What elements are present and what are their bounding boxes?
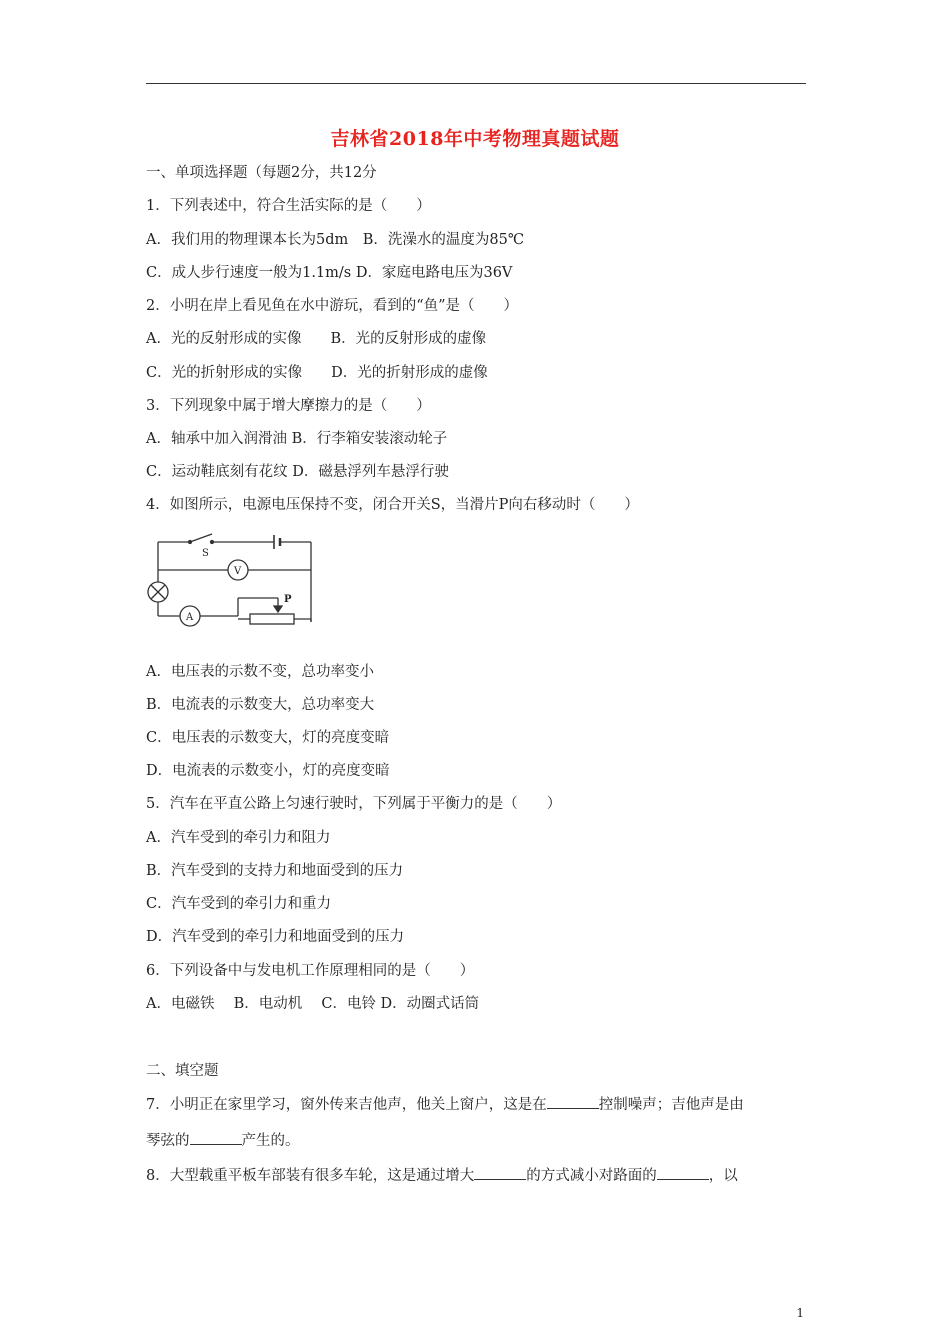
question-8-text-b: 的方式减小对路面的 [526, 1168, 657, 1184]
question-5-stem: 5．汽车在平直公路上匀速行驶时，下列属于平衡力的是（ ） [146, 796, 562, 812]
question-1-options-ab: A．我们用的物理课本长为5dm B．洗澡水的温度为85℃ [146, 232, 525, 248]
question-7-line-2 [146, 1130, 300, 1151]
question-7-line-1 [146, 1094, 744, 1115]
question-3-options-ab: A．轴承中加入润滑油 B．行李箱安装滚动轮子 [146, 431, 448, 447]
section-heading-2: 二、填空题 [146, 1063, 219, 1079]
question-8-text-a: 8．大型载重平板车部装有很多车轮，这是通过增大 [146, 1168, 475, 1184]
ammeter-label: A [186, 612, 194, 623]
voltmeter-label: V [234, 566, 242, 577]
question-6-stem: 6．下列设备中与发电机工作原理相同的是（ ） [146, 963, 475, 979]
page-title: 吉林省2018年中考物理真题试题 [330, 128, 620, 150]
question-3-options-cd: C．运动鞋底刻有花纹 D．磁悬浮列车悬浮行驶 [146, 464, 449, 480]
circuit-diagram [146, 530, 326, 634]
question-7-text-a: 7．小明正在家里学习，窗外传来吉他声，他关上窗户，这是在 [146, 1097, 547, 1113]
question-1-options-cd: C．成人步行速度一般为1.1m/s D．家庭电路电压为36V [146, 265, 513, 281]
question-5-option-c: C．汽车受到的牵引力和重力 [146, 896, 332, 912]
question-5-option-a: A．汽车受到的牵引力和阻力 [146, 830, 331, 846]
question-4-option-d: D．电流表的示数变小，灯的亮度变暗 [146, 763, 390, 779]
answer-blank[interactable] [474, 1165, 526, 1180]
page-number: 1 [796, 1306, 804, 1320]
question-6-options: A．电磁铁 B．电动机 C．电铃 D．动圈式话筒 [146, 996, 480, 1012]
question-3-stem: 3．下列现象中属于增大摩擦力的是（ ） [146, 398, 431, 414]
question-2-options-ab: A．光的反射形成的实像 B．光的反射形成的虚像 [146, 331, 487, 347]
question-4-option-b: B．电流表的示数变大，总功率变大 [146, 697, 375, 713]
answer-blank[interactable] [190, 1130, 242, 1145]
switch-label: S [202, 548, 209, 559]
question-7-text-d: 产生的。 [241, 1133, 300, 1149]
question-2-options-cd: C．光的折射形成的实像 D．光的折射形成的虚像 [146, 365, 488, 381]
question-5-option-b: B．汽车受到的支持力和地面受到的压力 [146, 863, 404, 879]
question-4-option-c: C．电压表的示数变大，灯的亮度变暗 [146, 730, 390, 746]
question-7-text-c: 琴弦的 [146, 1133, 190, 1149]
answer-blank[interactable] [657, 1165, 709, 1180]
question-8-text-c: ，以 [708, 1168, 738, 1184]
question-4-stem: 4．如图所示，电源电压保持不变，闭合开关S，当滑片P向右移动时（ ） [146, 497, 639, 513]
answer-blank[interactable] [547, 1094, 599, 1109]
section-heading-1: 一、单项选择题（每题2分，共12分 [146, 165, 377, 181]
question-7-text-b: 控制噪声；吉他声是由 [598, 1097, 744, 1113]
question-4-option-a: A．电压表的示数不变，总功率变小 [146, 664, 374, 680]
question-1-stem: 1．下列表述中，符合生活实际的是（ ） [146, 198, 431, 214]
question-2-stem: 2．小明在岸上看见鱼在水中游玩，看到的“鱼”是（ ） [146, 298, 519, 314]
header-rule [146, 83, 806, 84]
slider-label: P [284, 594, 292, 605]
question-8-line-1 [146, 1165, 738, 1186]
question-5-option-d: D．汽车受到的牵引力和地面受到的压力 [146, 929, 405, 945]
